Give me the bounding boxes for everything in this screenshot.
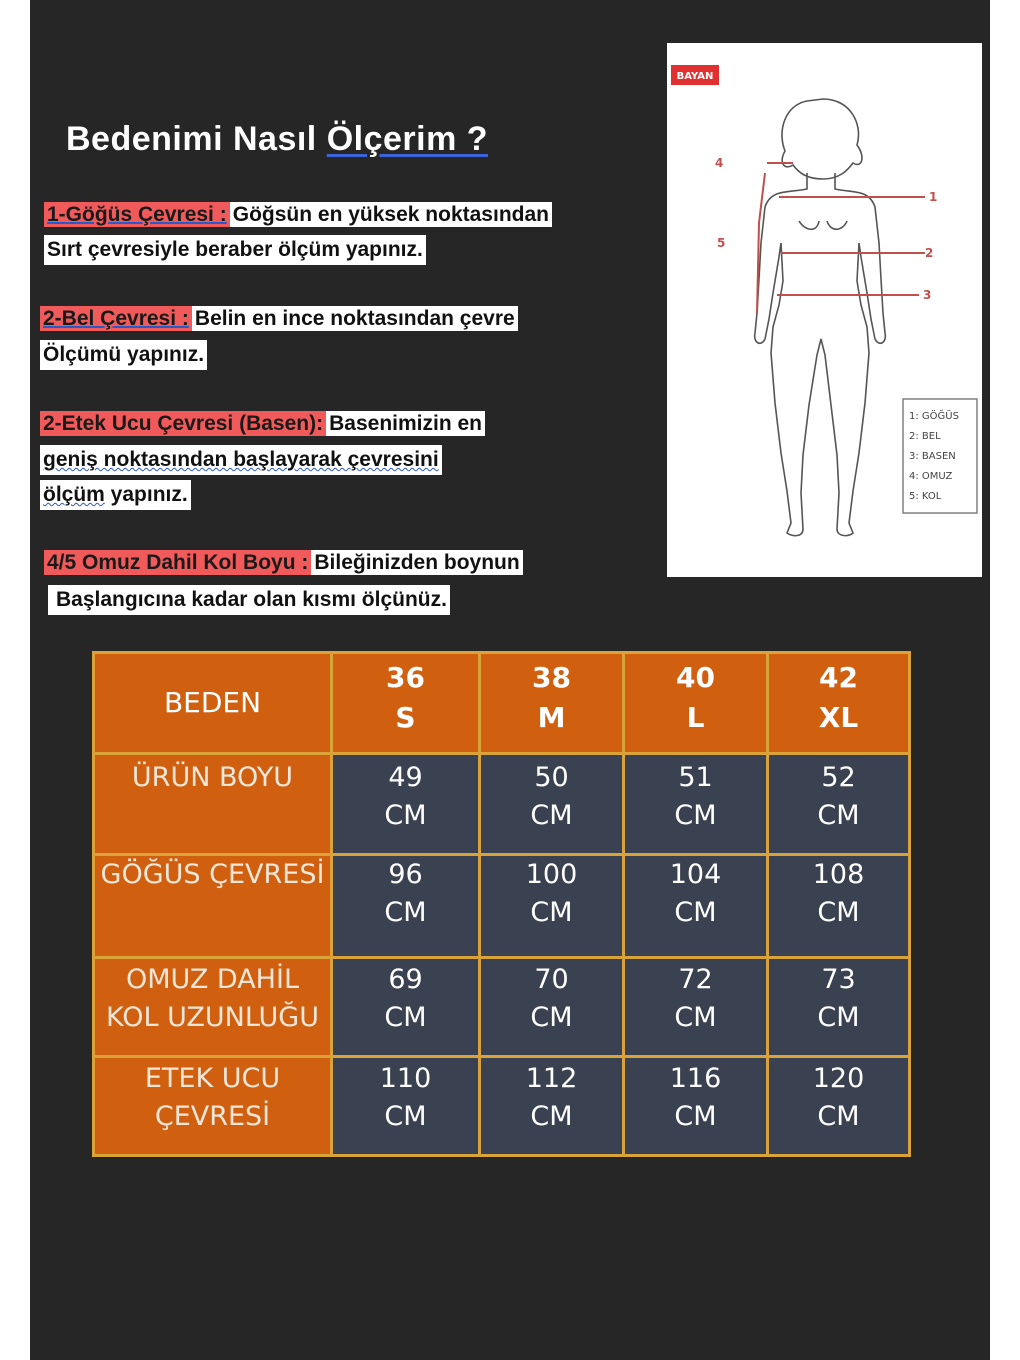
- marker-4: 4: [715, 156, 724, 170]
- value-cell: 49 CM: [333, 755, 478, 853]
- body-measurement-figure: [667, 43, 982, 577]
- sleeve-text-1: Bileğinizden boynun: [311, 550, 522, 575]
- value-cell: 72 CM: [625, 959, 766, 1055]
- marker-2: 2: [925, 246, 934, 260]
- row-label-sleeve: OMUZ DAHİL KOL UZUNLUĞU: [95, 959, 330, 1055]
- sleeve-label: 4/5 Omuz Dahil Kol Boyu :: [44, 550, 311, 575]
- sleeve-text-2: Başlangıcına kadar olan kısmı ölçünüz.: [48, 585, 450, 615]
- legend-5: 5: KOL: [909, 491, 942, 502]
- value-cell: 96 CM: [333, 856, 478, 956]
- size-header-40: 40 L: [625, 654, 766, 752]
- value-cell: 70 CM: [481, 959, 622, 1055]
- waist-text-1: Belin en ince noktasından çevre: [192, 306, 518, 331]
- hair-shape: [782, 99, 862, 179]
- legend-3: 3: BASEN: [909, 451, 956, 462]
- legend-4: 4: OMUZ: [909, 471, 953, 482]
- value-cell: 116 CM: [625, 1058, 766, 1154]
- row-label-hem: ETEK UCU ÇEVRESİ: [95, 1058, 330, 1154]
- value-cell: 120 CM: [769, 1058, 908, 1154]
- title-text: Bedenimi Nasıl: [66, 120, 327, 158]
- measurement-markers: [715, 156, 937, 302]
- marker-5: 5: [717, 236, 726, 250]
- hip-text-3: ölçüm yapınız.: [40, 480, 191, 510]
- table-header-row: [95, 654, 908, 752]
- table-row: [95, 755, 908, 853]
- size-chart-table: [92, 651, 911, 1157]
- header-label-cell: BEDEN: [95, 654, 330, 752]
- waist-text-2: Ölçümü yapınız.: [40, 340, 207, 370]
- chest-text-1: Göğsün en yüksek noktasından: [230, 202, 552, 227]
- hip-text-2: geniş noktasından başlayarak çevresini: [40, 445, 442, 475]
- page-title: [66, 120, 488, 159]
- row-label-length: ÜRÜN BOYU: [95, 755, 330, 853]
- value-cell: 108 CM: [769, 856, 908, 956]
- value-cell: 50 CM: [481, 755, 622, 853]
- size-header-42: 42 XL: [769, 654, 908, 752]
- marker-3: 3: [923, 288, 932, 302]
- marker-1: 1: [929, 190, 938, 204]
- legend-2: 2: BEL: [909, 431, 941, 442]
- sleeve-line-1: [44, 549, 523, 579]
- table-row: [95, 856, 908, 956]
- waist-label: 2-Bel Çevresi :: [40, 306, 192, 331]
- waist-line-1: [40, 305, 518, 335]
- chest-label: 1-Göğüs Çevresi :: [44, 202, 230, 227]
- value-cell: 51 CM: [625, 755, 766, 853]
- value-cell: 112 CM: [481, 1058, 622, 1154]
- value-cell: 100 CM: [481, 856, 622, 956]
- value-cell: 110 CM: [333, 1058, 478, 1154]
- body-figure-svg: [667, 43, 982, 577]
- hip-line-1: [40, 410, 485, 440]
- body-outline: [755, 99, 886, 536]
- value-cell: 52 CM: [769, 755, 908, 853]
- title-text-underlined: Ölçerim ?: [326, 120, 489, 158]
- hip-text-1: Basenimizin en: [326, 411, 485, 436]
- table-row: [95, 959, 908, 1055]
- body-shape: [755, 173, 886, 536]
- row-label-chest: GÖĞÜS ÇEVRESİ: [95, 856, 330, 956]
- size-header-36: 36 S: [333, 654, 478, 752]
- size-header-38: 38 M: [481, 654, 622, 752]
- value-cell: 104 CM: [625, 856, 766, 956]
- table-row: [95, 1058, 908, 1154]
- hip-label: 2-Etek Ucu Çevresi (Basen):: [40, 411, 326, 436]
- chest-line-1: [44, 201, 552, 231]
- value-cell: 69 CM: [333, 959, 478, 1055]
- chest-text-2: Sırt çevresiyle beraber ölçüm yapınız.: [44, 235, 426, 265]
- legend-1: 1: GÖĞÜS: [909, 411, 959, 422]
- gender-tag-text: BAYAN: [676, 71, 714, 82]
- value-cell: 73 CM: [769, 959, 908, 1055]
- chest-shape: [799, 221, 847, 229]
